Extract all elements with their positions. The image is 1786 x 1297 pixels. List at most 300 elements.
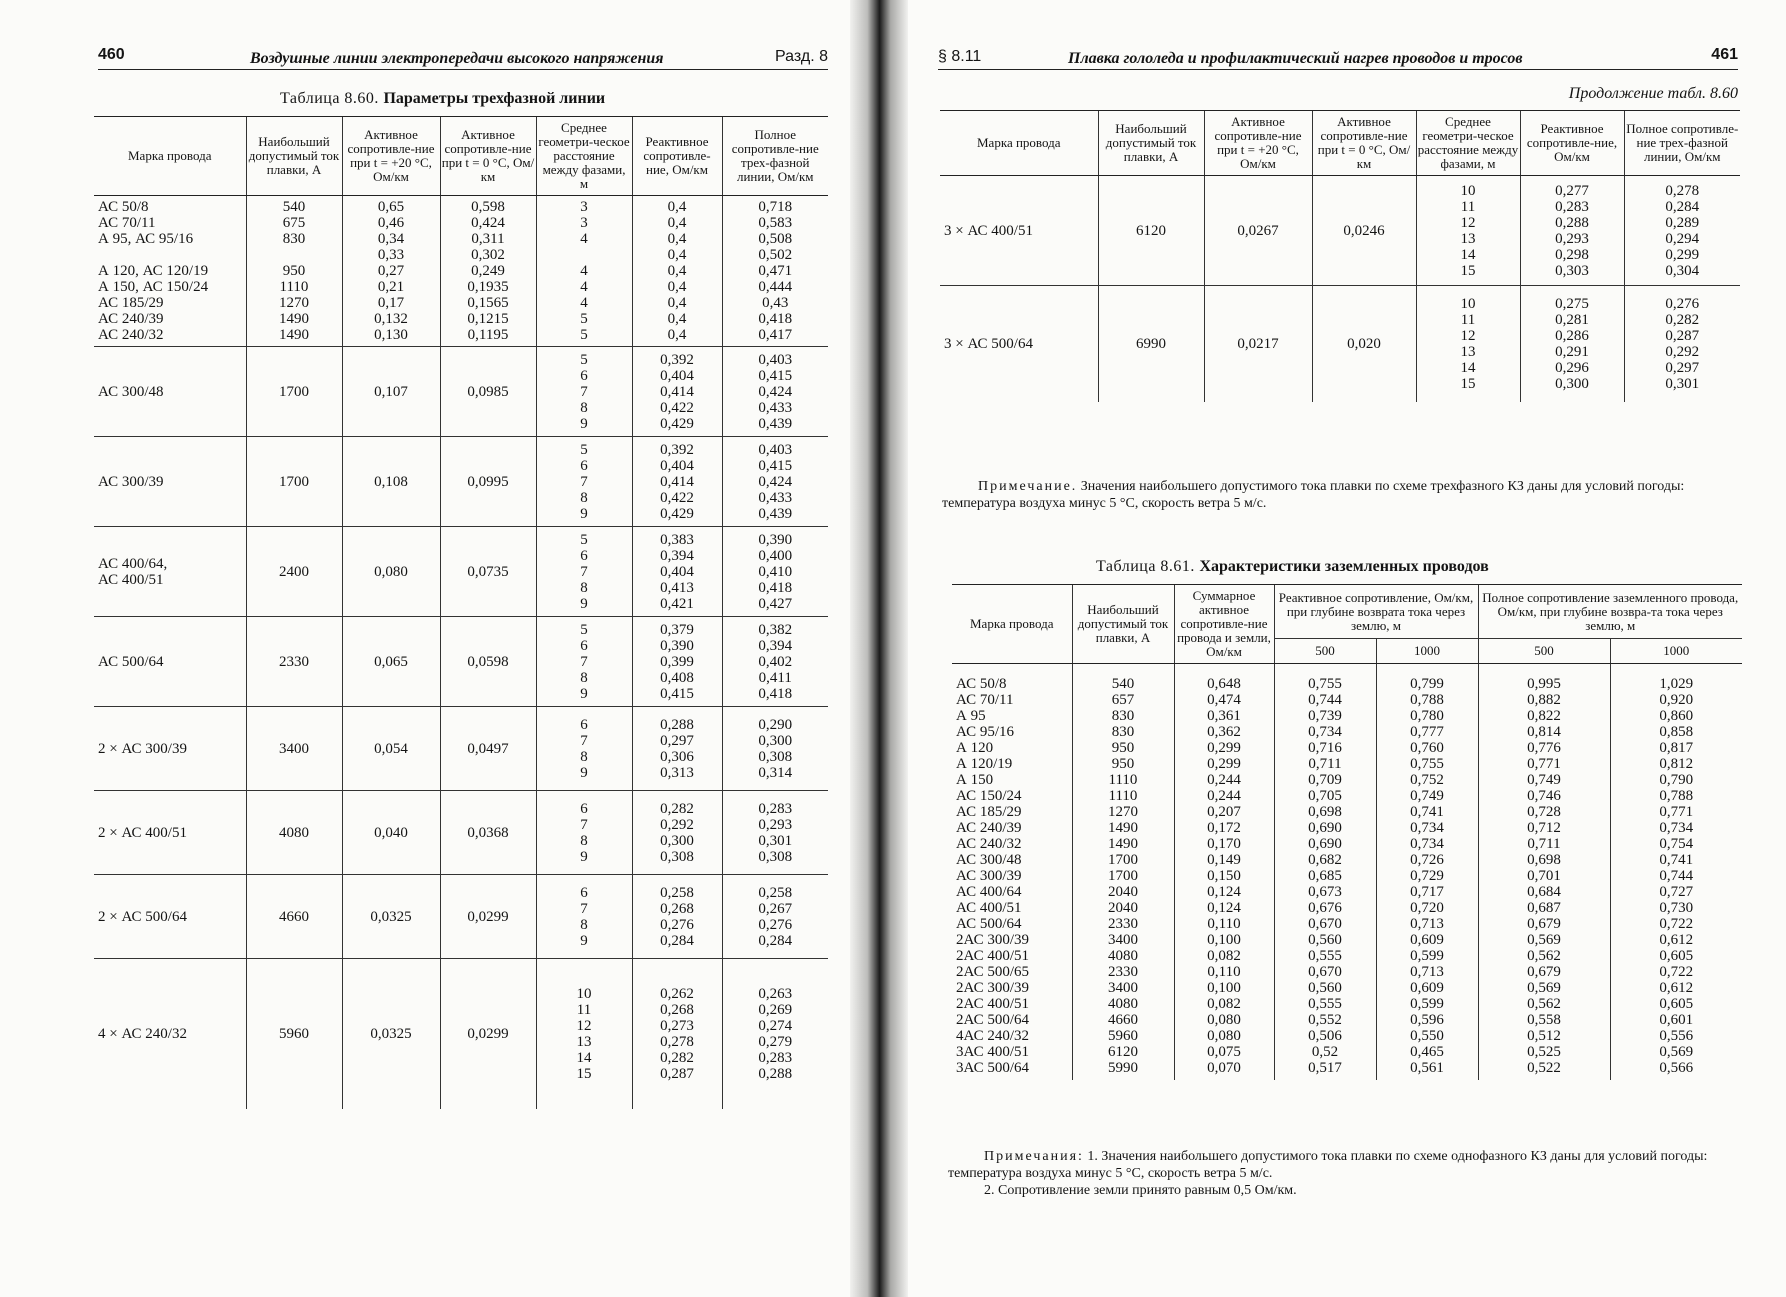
impedance-1000-value: 0,569 (1659, 1044, 1694, 1060)
impedance-value: 0,292 (1665, 343, 1700, 360)
phase-distance-value: 8 (580, 489, 588, 506)
impedance-value: 0,282 (1665, 311, 1700, 328)
table-row (94, 347, 828, 437)
impedance-value: 0,424 (758, 383, 793, 400)
r0-value: 0,0299 (467, 908, 509, 925)
reactance-500-value: 0,709 (1308, 772, 1342, 788)
impedance-value: 0,308 (758, 848, 793, 865)
reactance-500-value: 0,716 (1308, 740, 1342, 756)
table-8-60-continued (940, 110, 1740, 402)
r0-cell (1312, 286, 1416, 402)
max-current-value: 950 (1111, 740, 1135, 756)
table-caption (1096, 558, 1489, 576)
reactance-value: 0,300 (660, 832, 694, 849)
wire-mark-value: АС 240/32 (98, 327, 164, 343)
reactance-value: 0,392 (660, 351, 694, 368)
r0-cell (440, 437, 536, 527)
wire-mark-value: 2АС 300/39 (956, 980, 1030, 996)
reactance-500-value: 0,682 (1308, 852, 1342, 868)
wire-mark-value: А 95 (956, 708, 986, 724)
reactance-1000-value: 0,749 (1410, 788, 1444, 804)
r20-value: 0,130 (374, 327, 408, 343)
wire-mark-value: 3АС 400/51 (956, 1044, 1030, 1060)
impedance-cell (722, 791, 828, 875)
phase-distance-value: 5 (580, 311, 588, 327)
phase-distance-cell (536, 527, 632, 617)
reactance-value: 0,306 (660, 748, 694, 765)
phase-distance-value: 7 (580, 732, 588, 749)
impedance-value: 0,508 (758, 231, 793, 247)
impedance-1000-value: 0,727 (1659, 884, 1694, 900)
max-current-value: 1490 (279, 311, 309, 327)
reactance-value: 0,404 (660, 563, 694, 580)
max-current-value: 1110 (1108, 772, 1138, 788)
impedance-1000-value: 0,722 (1659, 916, 1694, 932)
reactance-1000-value: 0,729 (1410, 868, 1444, 884)
impedance-500-value: 0,728 (1527, 804, 1561, 820)
total-resistance-value: 0,080 (1207, 1028, 1241, 1044)
max-current-cell (246, 959, 342, 1109)
phase-distance-cell (536, 617, 632, 707)
impedance-value: 0,402 (758, 653, 793, 670)
total-resistance-value: 0,080 (1207, 1012, 1241, 1028)
impedance-500-value: 0,771 (1527, 756, 1561, 772)
wire-mark-value: АС 400/51 (98, 571, 164, 588)
r20-cell (342, 875, 440, 959)
table-caption-title: Характеристики заземленных проводов (1199, 558, 1489, 575)
phase-distance-value: 14 (1460, 246, 1476, 263)
table-row (94, 959, 828, 1109)
impedance-value: 0,427 (758, 595, 793, 612)
reactance-value: 0,4 (667, 263, 687, 279)
impedance-value: 0,410 (758, 563, 793, 580)
reactance-value: 0,4 (667, 295, 687, 311)
impedance-500-value: 0,679 (1527, 916, 1561, 932)
phase-distance-value: 13 (1460, 230, 1476, 247)
wire-mark-value: 3АС 500/64 (956, 1060, 1030, 1076)
reactance-value: 0,286 (1555, 327, 1589, 344)
reactance-1000-value: 0,561 (1410, 1060, 1444, 1076)
impedance-value: 0,301 (1665, 375, 1700, 392)
r20-cell (342, 707, 440, 791)
reactance-cell (1520, 176, 1624, 286)
max-current-value: 3400 (1108, 980, 1138, 996)
impedance-1000-value: 0,817 (1659, 740, 1694, 756)
reactance-value: 0,291 (1555, 343, 1589, 360)
r20-value: 0,34 (377, 231, 405, 247)
r0-cell (1312, 176, 1416, 286)
impedance-500-value: 0,814 (1527, 724, 1561, 740)
r20-cell (342, 791, 440, 875)
phase-distance-value: 12 (1460, 214, 1476, 231)
reactance-500-value: 0,560 (1308, 980, 1342, 996)
wire-mark-cell (940, 176, 1098, 286)
impedance-500-value: 0,687 (1527, 900, 1561, 916)
impedance-1000-value: 0,788 (1659, 788, 1694, 804)
impedance-value: 0,439 (758, 415, 793, 432)
impedance-value: 0,283 (758, 1049, 793, 1066)
wire-mark-value: АС 300/48 (98, 383, 164, 400)
max-current-value: 4080 (1108, 996, 1138, 1012)
r20-value: 0,0325 (370, 1025, 412, 1042)
reactance-value: 0,379 (660, 621, 694, 638)
column-header: Активное сопротивле-ние при t = 0 °С, Ом/км (440, 117, 536, 196)
r0-value: 0,302 (471, 247, 505, 263)
max-current-value: 1700 (279, 383, 309, 400)
phase-distance-value: 4 (580, 295, 588, 311)
wire-mark-value: АС 240/32 (956, 836, 1022, 852)
max-current-value: 657 (1111, 692, 1135, 708)
impedance-1000-value: 0,605 (1659, 948, 1694, 964)
max-current-value: 2330 (1108, 916, 1138, 932)
r20-value: 0,33 (377, 247, 405, 263)
wire-mark-value: 2АС 500/64 (956, 1012, 1030, 1028)
column-header: Полное сопротивле-ние трех-фазной линии, Ом/км (1624, 111, 1740, 176)
max-current-value: 6120 (1108, 1044, 1138, 1060)
max-current-cell (246, 347, 342, 437)
r0-cell (440, 875, 536, 959)
max-current-value: 2330 (1108, 964, 1138, 980)
max-current-value: 5960 (279, 1025, 309, 1042)
impedance-value: 0,301 (758, 832, 793, 849)
reactance-value: 0,288 (1555, 214, 1589, 231)
reactance-1000-value: 0,760 (1410, 740, 1444, 756)
phase-distance-value: 6 (580, 457, 588, 474)
impedance-1000-cell (1610, 664, 1742, 1080)
total-resistance-value: 0,648 (1207, 676, 1241, 692)
reactance-cell (632, 707, 722, 791)
reactance-value: 0,413 (660, 579, 694, 596)
impedance-1000-value: 0,730 (1659, 900, 1694, 916)
reactance-value: 0,421 (660, 595, 694, 612)
note-label: Примечание. (978, 479, 1078, 494)
wire-mark-cell (94, 707, 246, 791)
max-current-value: 1490 (1108, 836, 1138, 852)
phase-distance-value: 13 (1460, 343, 1476, 360)
phase-distance-cell (536, 707, 632, 791)
wire-mark-value: А 120, АС 120/19 (98, 263, 209, 279)
reactance-value: 0,394 (660, 547, 694, 564)
wire-mark-cell (94, 437, 246, 527)
max-current-value: 1110 (279, 279, 309, 295)
r0-cell (440, 196, 536, 347)
impedance-1000-value: 0,790 (1659, 772, 1694, 788)
reactance-value: 0,429 (660, 415, 694, 432)
phase-distance-value: 10 (576, 985, 592, 1002)
impedance-cell (1624, 286, 1740, 402)
r20-value: 0,065 (374, 653, 408, 670)
impedance-value: 0,444 (758, 279, 793, 295)
max-current-value: 4660 (1108, 1012, 1138, 1028)
reactance-cell (632, 791, 722, 875)
impedance-1000-value: 0,754 (1659, 836, 1694, 852)
impedance-1000-value: 0,612 (1659, 980, 1694, 996)
impedance-cell (722, 527, 828, 617)
wire-mark-value: 2 × АС 300/39 (98, 740, 187, 757)
phase-distance-value: 14 (1460, 359, 1476, 376)
phase-distance-value: 12 (576, 1017, 592, 1034)
impedance-cell (722, 196, 828, 347)
impedance-value: 0,390 (758, 531, 793, 548)
table-8-61 (952, 584, 1742, 1080)
max-current-cell (1098, 176, 1204, 286)
reactance-value: 0,300 (1555, 375, 1589, 392)
r0-value: 0,598 (471, 199, 505, 215)
impedance-value: 0,290 (758, 716, 793, 733)
phase-distance-cell (1416, 286, 1520, 402)
wire-mark-value: А 150 (956, 772, 994, 788)
impedance-500-value: 0,776 (1527, 740, 1561, 756)
total-resistance-value: 0,170 (1207, 836, 1241, 852)
r20-value: 0,080 (374, 563, 408, 580)
reactance-value: 0,273 (660, 1017, 694, 1034)
max-current-value: 950 (1111, 756, 1135, 772)
impedance-500-value: 0,749 (1527, 772, 1561, 788)
r0-value: 0,0985 (467, 383, 509, 400)
max-current-value: 1490 (279, 327, 309, 343)
reactance-1000-value: 0,717 (1410, 884, 1444, 900)
column-header: Активное сопротивле-ние при t = +20 °С, Ом/км (342, 117, 440, 196)
reactance-500-value: 0,739 (1308, 708, 1342, 724)
total-resistance-value: 0,110 (1207, 964, 1241, 980)
r0-value: 0,0299 (467, 1025, 509, 1042)
impedance-value: 0,418 (758, 579, 793, 596)
impedance-value: 0,299 (1665, 246, 1700, 263)
r20-value: 0,17 (377, 295, 405, 311)
phase-distance-value: 9 (580, 505, 588, 522)
total-resistance-value: 0,244 (1207, 788, 1241, 804)
r0-value: 0,0598 (467, 653, 509, 670)
r0-value: 0,0497 (467, 740, 509, 757)
reactance-value: 0,288 (660, 716, 694, 733)
r0-value: 0,1195 (467, 327, 509, 343)
phase-distance-cell (536, 791, 632, 875)
impedance-1000-value: 1,029 (1659, 676, 1694, 692)
reactance-value: 0,284 (660, 932, 694, 949)
impedance-value: 0,289 (1665, 214, 1700, 231)
phase-distance-value: 5 (580, 441, 588, 458)
phase-distance-value: 15 (1460, 262, 1476, 279)
reactance-1000-value: 0,713 (1410, 964, 1444, 980)
phase-distance-value: 8 (580, 748, 588, 765)
max-current-cell (246, 707, 342, 791)
column-header: Среднее геометри-ческое расстояние между фазами, м (1416, 111, 1520, 176)
r0-value: 0,0995 (467, 473, 509, 490)
impedance-value: 0,297 (1665, 359, 1700, 376)
wire-mark-value: АС 185/29 (956, 804, 1022, 820)
phase-distance-value: 9 (580, 415, 588, 432)
impedance-500-value: 0,512 (1527, 1028, 1561, 1044)
reactance-value: 0,276 (660, 916, 694, 933)
impedance-1000-value: 0,605 (1659, 996, 1694, 1012)
column-header-group: Реактивное сопротивление, Ом/км, при глубине возврата тока через землю, м (1274, 585, 1478, 639)
impedance-500-value: 0,522 (1527, 1060, 1561, 1076)
impedance-500-value: 0,569 (1527, 980, 1561, 996)
column-header: Марка провода (94, 117, 246, 196)
wire-mark-value: АС 185/29 (98, 295, 164, 311)
wire-mark-value: 3 × АС 500/64 (944, 335, 1033, 352)
reactance-500-value: 0,506 (1308, 1028, 1342, 1044)
phase-distance-value (539, 247, 630, 263)
wire-mark-value: АС 400/51 (956, 900, 1022, 916)
reactance-500-value: 0,552 (1308, 1012, 1342, 1028)
r0-cell (440, 347, 536, 437)
max-current-cell (1098, 286, 1204, 402)
reactance-value: 0,4 (667, 279, 687, 295)
column-subheader: 500 (1274, 639, 1376, 664)
reactance-value: 0,429 (660, 505, 694, 522)
impedance-value: 0,583 (758, 215, 793, 231)
r0-cell (440, 617, 536, 707)
impedance-value: 0,293 (758, 816, 793, 833)
wire-mark-value: 2 × АС 400/51 (98, 824, 187, 841)
impedance-500-value: 0,679 (1527, 964, 1561, 980)
wire-mark-value: 2АС 400/51 (956, 996, 1030, 1012)
total-resistance-value: 0,075 (1207, 1044, 1241, 1060)
reactance-1000-value: 0,596 (1410, 1012, 1444, 1028)
impedance-value: 0,417 (758, 327, 793, 343)
r20-cell (342, 959, 440, 1109)
total-resistance-value: 0,149 (1207, 852, 1241, 868)
book-gutter (850, 0, 908, 1297)
wire-mark-cell (94, 617, 246, 707)
impedance-value: 0,424 (758, 473, 793, 490)
reactance-value: 0,408 (660, 669, 694, 686)
r20-value: 0,132 (374, 311, 408, 327)
reactance-value: 0,399 (660, 653, 694, 670)
r0-cell (440, 959, 536, 1109)
impedance-value: 0,288 (758, 1065, 793, 1082)
max-current-value: 2330 (279, 653, 309, 670)
running-head (98, 42, 828, 70)
impedance-1000-value: 0,812 (1659, 756, 1694, 772)
phase-distance-value: 11 (1460, 198, 1476, 215)
r20-value: 0,0325 (370, 908, 412, 925)
impedance-value: 0,415 (758, 367, 793, 384)
reactance-value: 0,414 (660, 383, 694, 400)
reactance-500-value: 0,690 (1308, 820, 1342, 836)
impedance-value: 0,294 (1665, 230, 1700, 247)
header-rule (938, 69, 1738, 70)
reactance-1000-value: 0,720 (1410, 900, 1444, 916)
wire-mark-value: 4 × АС 240/32 (98, 1025, 187, 1042)
reactance-value: 0,383 (660, 531, 694, 548)
wire-mark-cell (94, 875, 246, 959)
total-resistance-value: 0,244 (1207, 772, 1241, 788)
reactance-1000-value: 0,788 (1410, 692, 1444, 708)
reactance-cell (632, 617, 722, 707)
r0-cell (440, 527, 536, 617)
page-number: 461 (1711, 46, 1738, 63)
max-current-value: 1270 (1108, 804, 1138, 820)
reactance-cell (632, 527, 722, 617)
phase-distance-value: 6 (580, 547, 588, 564)
reactance-1000-value: 0,799 (1410, 676, 1444, 692)
max-current-cell (246, 875, 342, 959)
table-caption-prefix: Таблица 8.61. (1096, 558, 1195, 575)
table-row (94, 875, 828, 959)
reactance-value: 0,422 (660, 489, 694, 506)
impedance-value: 0,403 (758, 351, 793, 368)
wire-mark-value: А 120 (956, 740, 994, 756)
max-current-value: 4080 (279, 824, 309, 841)
impedance-cell (722, 707, 828, 791)
impedance-1000-value: 0,860 (1659, 708, 1694, 724)
reactance-value: 0,292 (660, 816, 694, 833)
phase-distance-value: 7 (580, 383, 588, 400)
phase-distance-value: 7 (580, 653, 588, 670)
impedance-1000-value: 0,601 (1659, 1012, 1694, 1028)
total-resistance-value: 0,110 (1207, 916, 1241, 932)
phase-distance-value: 6 (580, 884, 588, 901)
impedance-1000-value: 0,744 (1659, 868, 1694, 884)
phase-distance-cell (536, 196, 632, 347)
reactance-value: 0,293 (1555, 230, 1589, 247)
reactance-value: 0,392 (660, 441, 694, 458)
impedance-value: 0,394 (758, 637, 793, 654)
column-header: Полное сопротивле-ние трех-фазной линии, Ом/км (722, 117, 828, 196)
impedance-500-value: 0,698 (1527, 852, 1561, 868)
max-current-value: 6120 (1136, 222, 1166, 239)
table-row (94, 527, 828, 617)
reactance-500-value: 0,755 (1308, 676, 1342, 692)
reactance-value: 0,282 (660, 800, 694, 817)
max-current-value: 4080 (1108, 948, 1138, 964)
max-current-value: 830 (1111, 708, 1135, 724)
impedance-value: 0,278 (1665, 182, 1700, 199)
impedance-500-value: 0,684 (1527, 884, 1561, 900)
phase-distance-cell (1416, 176, 1520, 286)
reactance-1000-value: 0,713 (1410, 916, 1444, 932)
column-header: Реактивное сопротивле-ние, Ом/км (1520, 111, 1624, 176)
r20-value: 0,46 (377, 215, 405, 231)
note-text-2: 2. Сопротивление земли принято равным 0,5 Ом/км. (984, 1183, 1297, 1198)
r20-cell (342, 196, 440, 347)
max-current-cell (246, 527, 342, 617)
wire-mark-cell (940, 286, 1098, 402)
table-header-row (940, 111, 1740, 176)
reactance-value: 0,4 (667, 231, 687, 247)
impedance-value: 0,403 (758, 441, 793, 458)
reactance-value: 0,4 (667, 311, 687, 327)
reactance-value: 0,275 (1555, 295, 1589, 312)
r0-value: 0,1935 (467, 279, 509, 295)
r0-value: 0,0246 (1343, 222, 1385, 239)
max-current-value: 675 (282, 215, 306, 231)
wire-mark-value: А 150, АС 150/24 (98, 279, 209, 295)
phase-distance-cell (536, 875, 632, 959)
reactance-value: 0,283 (1555, 198, 1589, 215)
column-header: Суммарное активное сопротивле-ние провода и земли, Ом/км (1174, 585, 1274, 664)
table-caption-title: Параметры трехфазной линии (383, 90, 606, 107)
reactance-1000-value: 0,465 (1410, 1044, 1444, 1060)
impedance-value: 0,284 (758, 932, 793, 949)
reactance-value: 0,4 (667, 215, 687, 231)
reactance-value: 0,278 (660, 1033, 694, 1050)
reactance-value: 0,313 (660, 764, 694, 781)
impedance-500-value: 0,822 (1527, 708, 1561, 724)
impedance-value: 0,718 (758, 199, 793, 215)
reactance-1000-value: 0,752 (1410, 772, 1444, 788)
reactance-value: 0,281 (1555, 311, 1589, 328)
impedance-1000-value: 0,612 (1659, 932, 1694, 948)
wire-mark-value: АС 400/64 (956, 884, 1022, 900)
phase-distance-value: 15 (1460, 375, 1476, 392)
table-header-row (94, 117, 828, 196)
note-text: Значения наибольшего допустимого тока плавки по схеме трехфазного КЗ даны для условий погоды: температура воздуха минус 5 °С, скорость ветра 5 м/с. (942, 479, 1685, 511)
reactance-cell (632, 347, 722, 437)
r20-cell (1204, 176, 1312, 286)
